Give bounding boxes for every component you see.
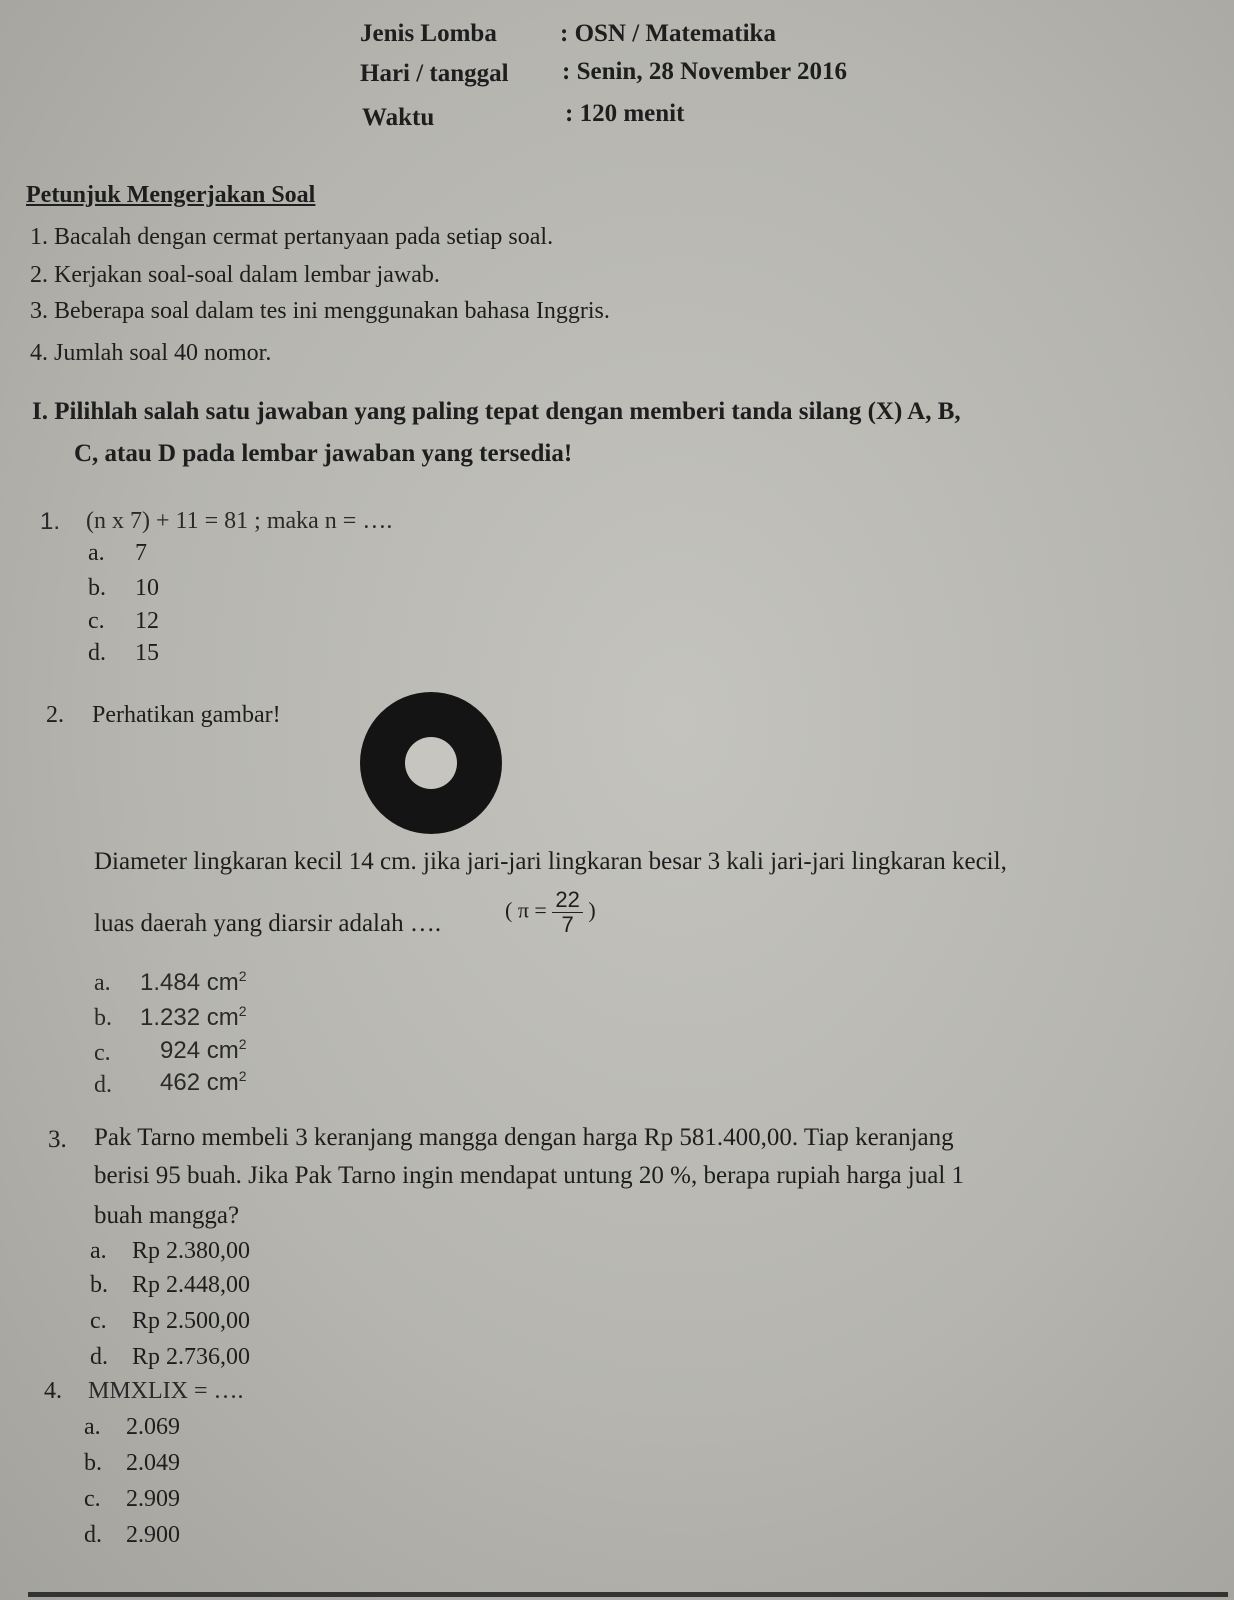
option-text: Rp 2.736,00 [132, 1344, 251, 1370]
option-value: 1.484 [140, 969, 201, 996]
question-3-text: Pak Tarno membeli 3 keranjang mangga dengan harga Rp 581.400,00. Tiap keranjang [94, 1124, 954, 1151]
annulus-figure [360, 692, 502, 834]
option-text: Rp 2.500,00 [132, 1308, 251, 1334]
option-unit: cm [206, 1069, 239, 1096]
header-value-date: : Senin, 28 November 2016 [562, 58, 847, 85]
option-letter: d. [88, 640, 106, 666]
header-label-time: Waktu [362, 104, 435, 131]
question-3-text-line2: berisi 95 buah. Jika Pak Tarno ingin mendapat untung 20 %, berapa rupiah harga jual 1 [94, 1162, 965, 1189]
option-letter: d. [94, 1072, 112, 1098]
option-value: 462 [160, 1069, 201, 1096]
option-letter: c. [94, 1040, 111, 1066]
option-text: Rp 2.380,00 [132, 1238, 251, 1264]
pi-close: ) [588, 897, 596, 923]
section-heading-line2: C, atau D pada lembar jawaban yang tersedia! [74, 440, 573, 467]
instruction-item: 4. Jumlah soal 40 nomor. [30, 340, 272, 366]
header-label-contest: Jenis Lomba [360, 20, 497, 47]
option-unit: cm [206, 969, 239, 996]
question-3-number: 3. [48, 1126, 67, 1153]
pi-numerator: 22 [552, 888, 582, 913]
instruction-item: 1. Bacalah dengan cermat pertanyaan pada setiap soal. [30, 224, 554, 250]
instruction-item: 2. Kerjakan soal-soal dalam lembar jawab. [30, 262, 440, 288]
option-letter: c. [88, 608, 105, 634]
question-2-number: 2. [46, 702, 64, 728]
option-text: 2.900 [126, 1522, 180, 1548]
inner-circle [405, 737, 457, 789]
option-exponent: 2 [238, 1003, 247, 1019]
question-4-number: 4. [44, 1378, 62, 1404]
option-exponent: 2 [238, 1036, 247, 1052]
option-letter: b. [94, 1005, 112, 1031]
header-value-time: : 120 menit [565, 100, 685, 127]
option-letter: a. [94, 970, 111, 996]
option-letter: d. [84, 1522, 102, 1548]
option-letter: b. [84, 1450, 102, 1476]
header-value-contest: : OSN / Matematika [560, 20, 776, 47]
option-text: 10 [135, 575, 159, 601]
question-2-text: Perhatikan gambar! [92, 702, 281, 728]
option-text: 15 [135, 640, 159, 666]
option-text: 7 [135, 540, 147, 566]
option-letter: b. [90, 1272, 108, 1298]
option-text: 2.069 [126, 1414, 180, 1440]
option-text [160, 1036, 247, 1065]
option-text [140, 968, 247, 997]
option-letter: a. [88, 540, 105, 566]
option-value: 1.232 [140, 1004, 201, 1031]
pi-fraction [552, 888, 582, 937]
question-4-text: MMXLIX = …. [88, 1378, 244, 1404]
option-letter: c. [84, 1486, 101, 1512]
option-value: 924 [160, 1037, 201, 1064]
option-text: 2.049 [126, 1450, 180, 1476]
question-2-text-line3: luas daerah yang diarsir adalah …. [94, 910, 442, 937]
instruction-item: 3. Beberapa soal dalam tes ini menggunakan bahasa Inggris. [30, 298, 610, 324]
instructions-title: Petunjuk Mengerjakan Soal [26, 182, 316, 208]
option-unit: cm [206, 1037, 239, 1064]
option-letter: a. [84, 1414, 101, 1440]
question-3-text-line3: buah mangga? [94, 1202, 240, 1229]
option-letter: c. [90, 1308, 107, 1334]
pi-formula [505, 888, 596, 937]
option-exponent: 2 [238, 1068, 247, 1084]
option-letter: a. [90, 1238, 107, 1264]
option-text: 2.909 [126, 1486, 180, 1512]
header-label-date: Hari / tanggal [360, 60, 509, 87]
pi-denominator: 7 [561, 912, 574, 937]
option-text: Rp 2.448,00 [132, 1272, 251, 1298]
section-heading-line1: I. Pilihlah salah satu jawaban yang paling tepat dengan memberi tanda silang (X) A, B, [32, 398, 961, 425]
option-unit: cm [206, 1004, 239, 1031]
option-letter: d. [90, 1344, 108, 1370]
question-1-text: (n x 7) + 11 = 81 ; maka n = …. [86, 508, 393, 534]
option-text [160, 1068, 247, 1097]
option-text: 12 [135, 608, 159, 634]
question-2-text-line2: Diameter lingkaran kecil 14 cm. jika jari-jari lingkaran besar 3 kali jari-jari lingkaran kecil, [94, 848, 1007, 875]
pi-label: ( π = [505, 897, 547, 923]
option-letter: b. [88, 575, 106, 601]
option-exponent: 2 [238, 968, 247, 984]
bottom-rule [28, 1592, 1228, 1597]
question-1-number: 1. [40, 508, 61, 535]
option-text [140, 1003, 247, 1032]
